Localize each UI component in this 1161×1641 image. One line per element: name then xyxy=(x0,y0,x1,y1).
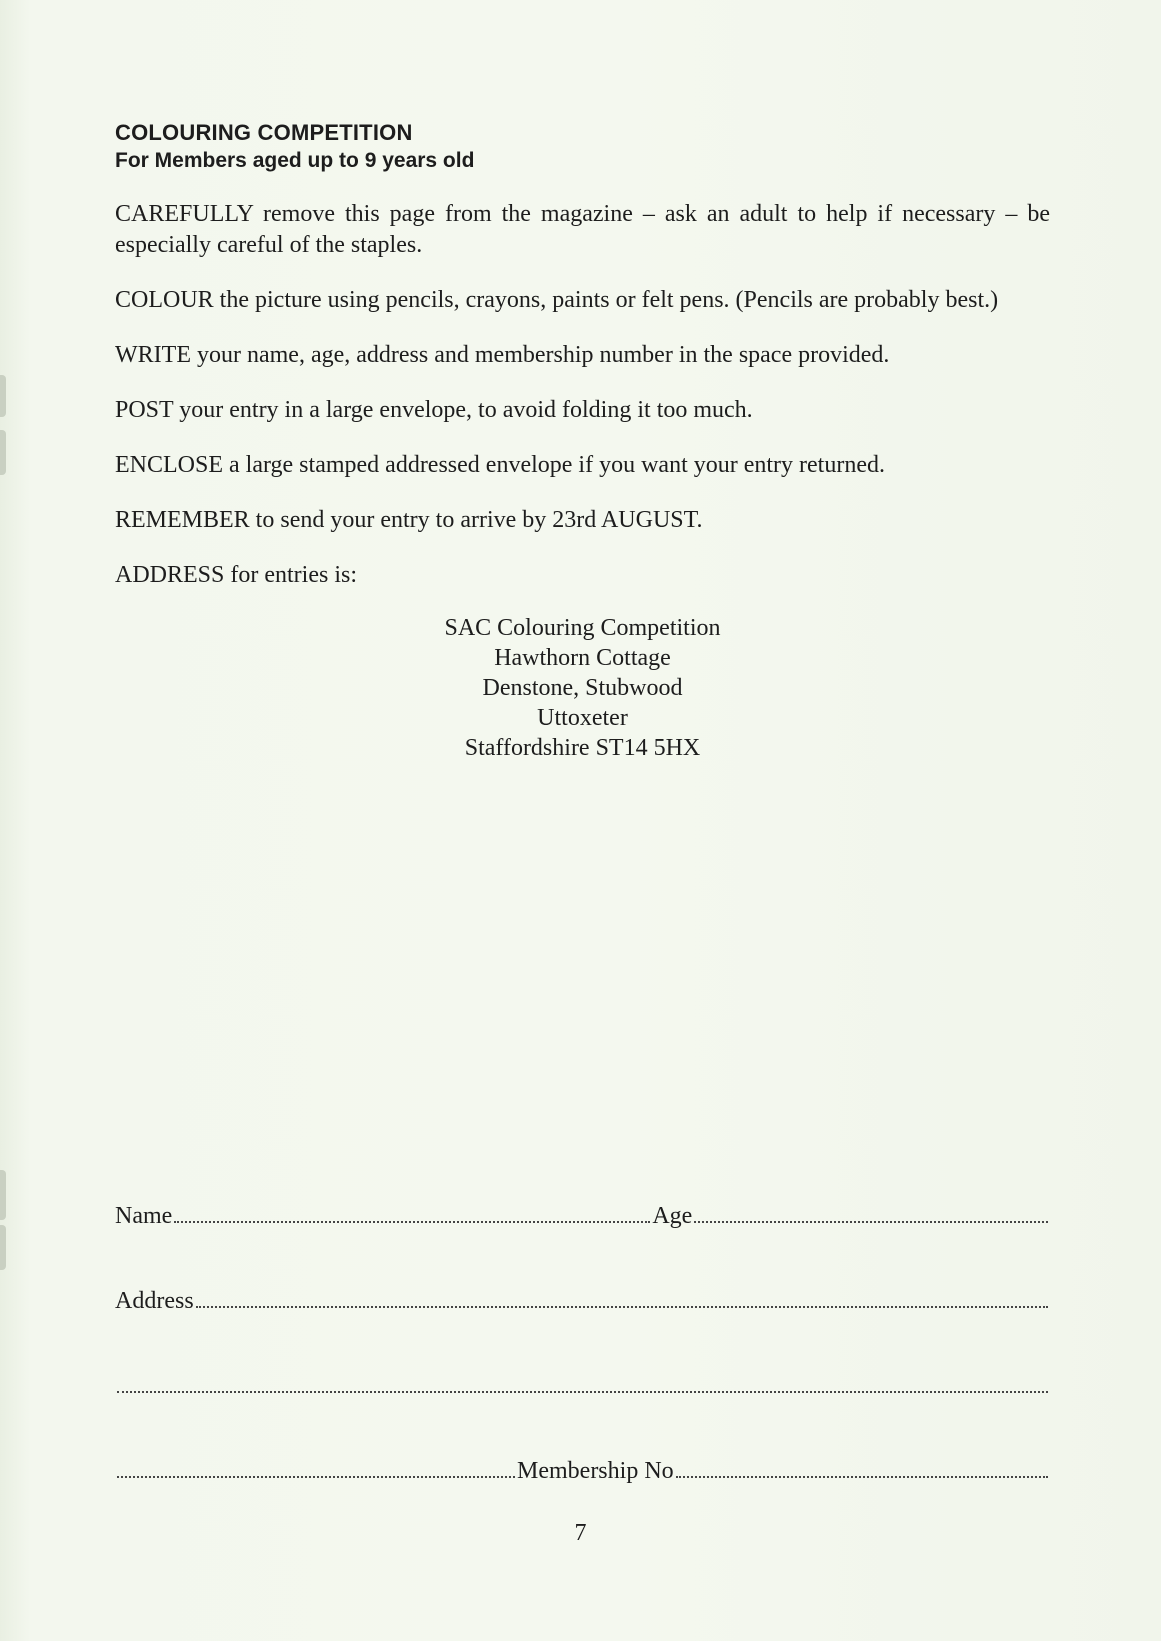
age-label: Age xyxy=(652,1203,693,1229)
instruction-enclose: ENCLOSE a large stamped addressed envelope if you want your entry returned. xyxy=(115,452,885,478)
instruction-colour: COLOUR the picture using pencils, crayons, paints or felt pens. (Pencils are probably best.) xyxy=(115,287,999,313)
address-field-2[interactable] xyxy=(117,1370,1048,1393)
address-line: Hawthorn Cottage xyxy=(494,645,671,671)
name-age-row xyxy=(115,1200,1050,1232)
instruction-write: WRITE your name, age, address and membership number in the space provided. xyxy=(115,342,890,368)
instruction-post: POST your entry in a large envelope, to avoid folding it too much. xyxy=(115,397,753,423)
address-row-2 xyxy=(115,1370,1050,1402)
membership-field[interactable] xyxy=(676,1455,1048,1478)
address-line: Staffordshire ST14 5HX xyxy=(464,735,701,761)
instruction-remember: REMEMBER to send your entry to arrive by 23rd AUGUST. xyxy=(115,507,703,533)
address-row xyxy=(115,1285,1050,1317)
instruction-carefully: CAREFULLY remove this page from the magazine – ask an adult to help if necessary – be especially careful of the staples. xyxy=(115,201,1050,258)
page-number: 7 xyxy=(574,1520,587,1546)
address-line: Denstone, Stubwood xyxy=(482,675,683,701)
address-label: Address xyxy=(115,1288,194,1314)
staple-mark xyxy=(0,1225,6,1270)
name-field[interactable] xyxy=(174,1200,650,1223)
page-content xyxy=(115,118,1050,763)
membership-row xyxy=(115,1455,1050,1487)
address-field[interactable] xyxy=(196,1285,1048,1308)
staple-mark xyxy=(0,1170,6,1220)
instruction-address: ADDRESS for entries is: xyxy=(115,562,357,588)
address-line: Uttoxeter xyxy=(537,705,628,731)
membership-label: Membership No xyxy=(517,1458,674,1484)
address-line: SAC Colouring Competition xyxy=(444,615,721,641)
name-label: Name xyxy=(115,1203,173,1229)
age-field[interactable] xyxy=(694,1200,1048,1223)
staple-mark xyxy=(0,430,6,475)
address-field-3[interactable] xyxy=(117,1455,515,1478)
page-subtitle: For Members aged up to 9 years old xyxy=(115,149,475,172)
page-title: COLOURING COMPETITION xyxy=(115,120,413,145)
entry-address xyxy=(115,613,1050,763)
staple-mark xyxy=(0,375,6,417)
